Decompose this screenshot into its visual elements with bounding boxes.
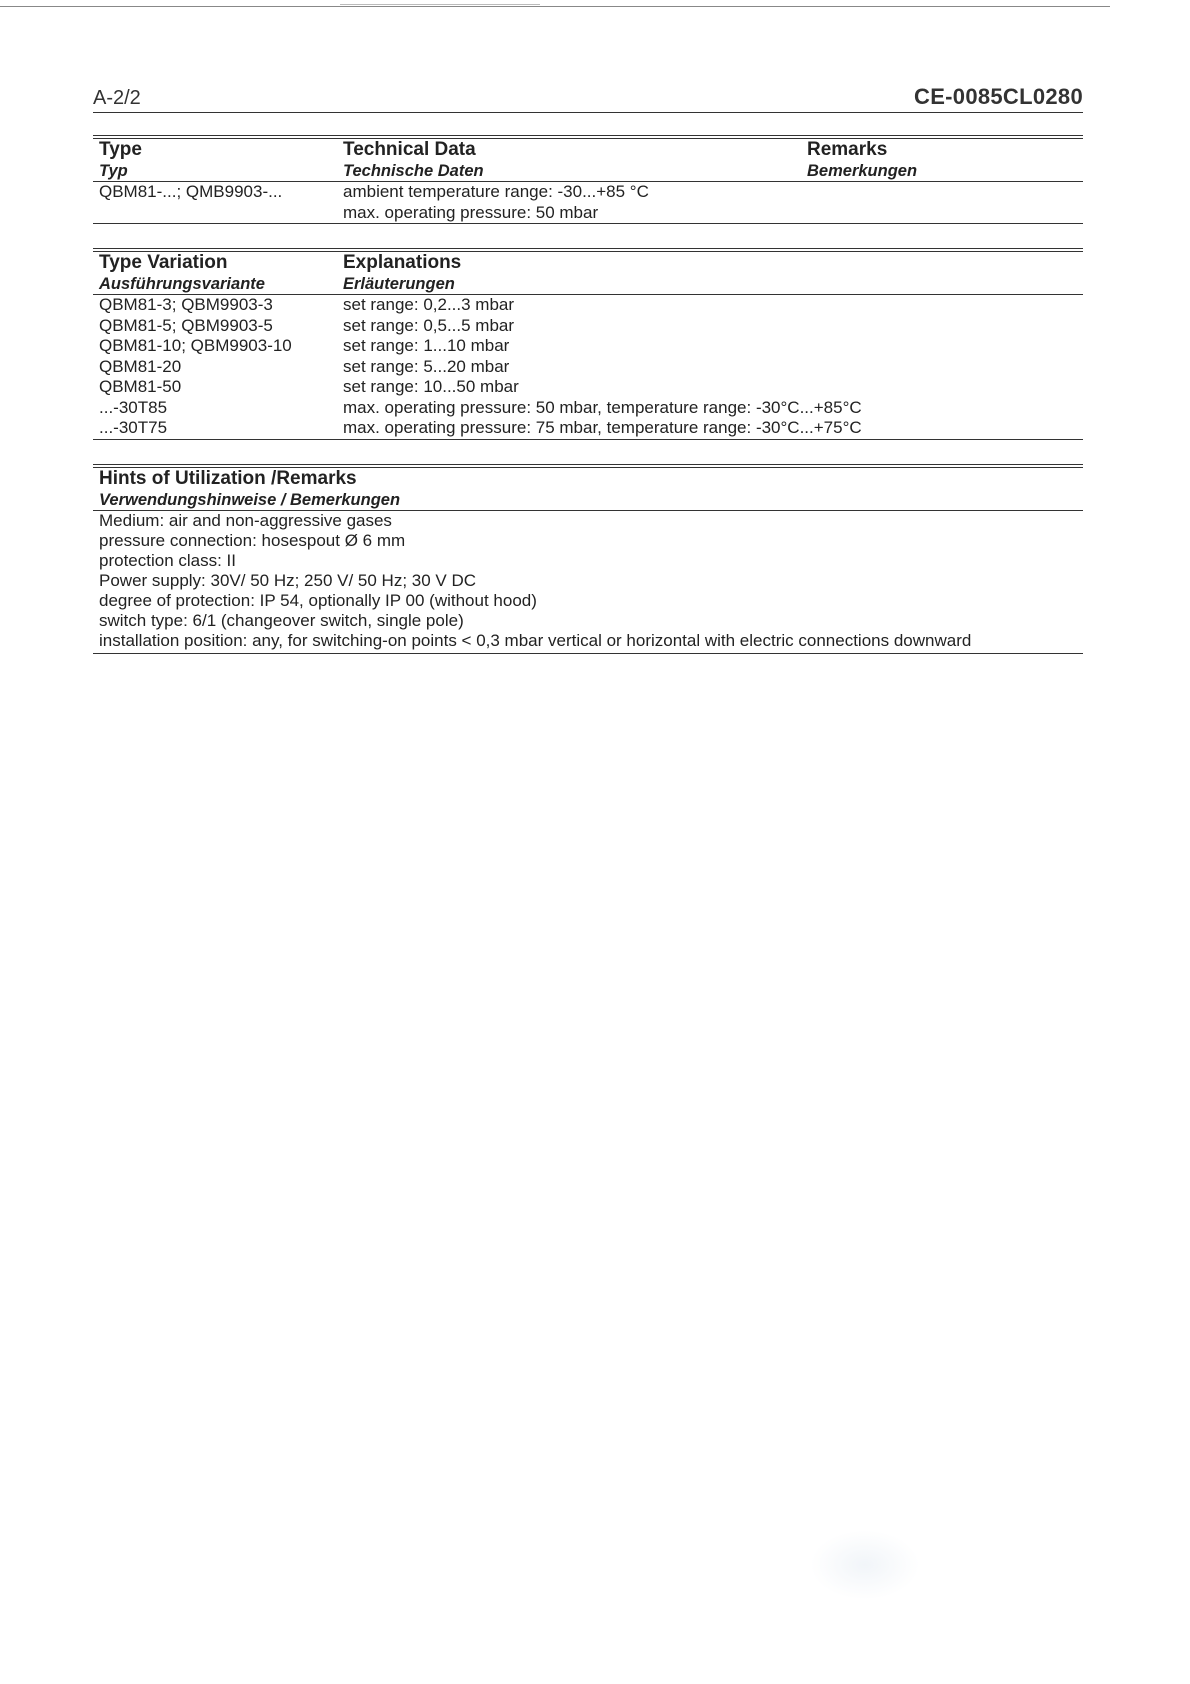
hints-header-en: Hints of Utilization /Remarks [99, 467, 357, 489]
type-header-de: Typ [99, 162, 128, 180]
ambient-temperature-line: ambient temperature range: -30...+85 °C [343, 182, 649, 201]
variation-type-cell: ...-30T85 [99, 397, 168, 417]
faint-stamp-mark [810, 1530, 920, 1600]
hint-line-pressure-connection: pressure connection: hosespout Ø 6 mm [99, 530, 406, 550]
hints-header [93, 468, 1083, 511]
hints-section [93, 464, 1083, 654]
technical-data-section [93, 135, 1083, 224]
hints-header-table [93, 468, 1083, 511]
scan-edge-line [0, 6, 1110, 7]
table-row [93, 336, 1083, 357]
remarks-header [801, 139, 1083, 182]
technical-data-header-de: Technische Daten [343, 162, 484, 180]
table-row [93, 357, 1083, 378]
type-variation-header [93, 252, 337, 295]
remarks-header-en: Remarks [807, 139, 888, 160]
scan-edge-line [340, 4, 540, 5]
variation-explanation-cell: set range: 5...20 mbar [343, 356, 510, 376]
type-header-en: Type [99, 139, 142, 160]
variation-type-cell: ...-30T75 [99, 418, 168, 437]
variation-type-cell: QBM81-50 [99, 377, 182, 396]
hint-line-installation-position: installation position: any, for switching-on points < 0,3 mbar vertical or horizontal with electric connections downward [99, 630, 972, 650]
type-variation-table [93, 252, 1083, 440]
explanations-header-de: Erläuterungen [343, 275, 455, 293]
technical-data-table [93, 139, 1083, 224]
variation-explanation-cell: set range: 10...50 mbar [343, 377, 519, 396]
type-variation-header-en: Type Variation [99, 252, 228, 273]
hint-line-medium: Medium: air and non-aggressive gases [99, 510, 392, 530]
variation-explanation-cell: max. operating pressure: 75 mbar, temperature range: -30°C...+75°C [343, 418, 862, 437]
page-header [93, 80, 1083, 113]
hint-line-protection-class: protection class: II [99, 550, 237, 570]
variation-explanation-cell: set range: 1...10 mbar [343, 336, 510, 355]
type-variation-section [93, 248, 1083, 440]
table-row [93, 398, 1083, 419]
table-row [93, 377, 1083, 398]
type-variation-header-de: Ausführungsvariante [99, 275, 265, 293]
hints-list [93, 511, 1083, 654]
variation-explanation-cell: set range: 0,5...5 mbar [343, 315, 515, 335]
variation-type-cell: QBM81-3; QBM9903-3 [99, 295, 273, 314]
remarks-cell [801, 182, 1083, 224]
type-header [93, 139, 337, 182]
page-reference: A-2/2 [93, 87, 141, 109]
hint-line-switch-type: switch type: 6/1 (changeover switch, single pole) [99, 610, 464, 630]
document-page [93, 80, 1083, 654]
table-row [93, 316, 1083, 337]
table-row [93, 295, 1083, 316]
variation-type-cell: QBM81-10; QBM9903-10 [99, 336, 292, 355]
type-cell: QBM81-...; QMB9903-... [99, 182, 283, 201]
table-row [93, 182, 1083, 224]
hint-line-power-supply: Power supply: 30V/ 50 Hz; 250 V/ 50 Hz; 30 V DC [99, 570, 477, 590]
variation-explanation-cell: max. operating pressure: 50 mbar, temperature range: -30°C...+85°C [343, 397, 862, 417]
explanations-header [337, 252, 1083, 295]
variation-type-cell: QBM81-20 [99, 356, 182, 376]
hint-line-degree-of-protection: degree of protection: IP 54, optionally IP 00 (without hood) [99, 590, 537, 610]
technical-data-header [337, 139, 801, 182]
table-row [93, 418, 1083, 439]
variation-explanation-cell: set range: 0,2...3 mbar [343, 295, 515, 314]
explanations-header-en: Explanations [343, 252, 462, 273]
technical-data-cell [337, 182, 801, 224]
remarks-header-de: Bemerkungen [807, 162, 918, 180]
operating-pressure-line: max. operating pressure: 50 mbar [343, 202, 599, 222]
technical-data-header-en: Technical Data [343, 139, 476, 160]
hints-header-de: Verwendungshinweise / Bemerkungen [99, 490, 401, 509]
variation-type-cell: QBM81-5; QBM9903-5 [99, 315, 273, 335]
document-number: CE-0085CL0280 [914, 84, 1083, 109]
